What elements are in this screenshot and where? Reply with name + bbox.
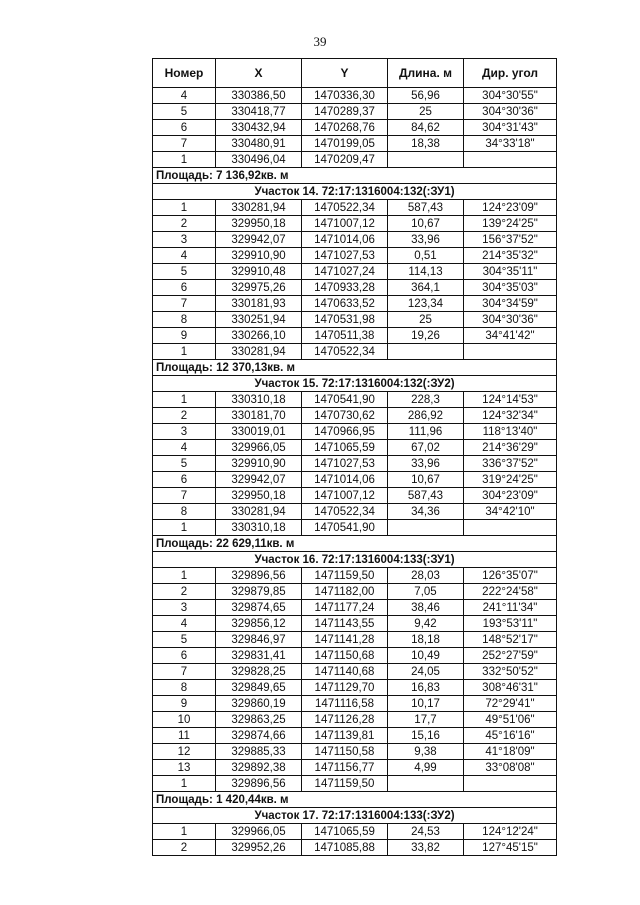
cell-length: 34,36 [388,504,464,520]
cell-x: 329952,26 [216,840,302,856]
cell-length: 9,38 [388,744,464,760]
cell-length: 38,46 [388,600,464,616]
header-number: Номер [153,59,216,88]
cell-y: 1470966,95 [302,424,388,440]
cell-y: 1471129,70 [302,680,388,696]
cell-length: 19,26 [388,328,464,344]
cell-direction-angle: 304°35'03" [464,280,557,296]
table-row [153,680,557,696]
cell-direction-angle: 304°31'43" [464,120,557,136]
cell-number: 1 [153,392,216,408]
table-row [153,712,557,728]
cell-length: 33,96 [388,232,464,248]
cell-length: 10,67 [388,472,464,488]
cell-number: 5 [153,632,216,648]
cell-length: 114,13 [388,264,464,280]
cell-direction-angle: 156°37'52" [464,232,557,248]
cell-direction-angle: 308°46'31" [464,680,557,696]
cell-number: 7 [153,136,216,152]
cell-x: 329966,05 [216,440,302,456]
cell-number: 8 [153,680,216,696]
header-y: Y [302,59,388,88]
table-row [153,824,557,840]
cell-number: 1 [153,152,216,168]
cell-number: 4 [153,248,216,264]
header-length: Длина. м [388,59,464,88]
cell-length: 33,96 [388,456,464,472]
cell-number: 6 [153,648,216,664]
table-header-row [153,59,557,88]
cell-length: 0,51 [388,248,464,264]
cell-x: 329863,25 [216,712,302,728]
cell-y: 1470933,28 [302,280,388,296]
cell-x: 330386,50 [216,88,302,104]
cell-length: 587,43 [388,488,464,504]
area-label: Площадь: 7 136,92кв. м [153,168,557,184]
table-row [153,120,557,136]
table-row [153,488,557,504]
cell-direction-angle: 304°30'36" [464,312,557,328]
cell-x: 330281,94 [216,200,302,216]
header-x: X [216,59,302,88]
table-row [153,328,557,344]
cell-number: 9 [153,328,216,344]
table-row [153,504,557,520]
cell-x: 329831,41 [216,648,302,664]
cell-number: 1 [153,520,216,536]
cell-number: 10 [153,712,216,728]
cell-x: 329966,05 [216,824,302,840]
cell-direction-angle: 126°35'07" [464,568,557,584]
cell-direction-angle: 124°14'53" [464,392,557,408]
cell-length: 111,96 [388,424,464,440]
cell-x: 330432,94 [216,120,302,136]
cell-length: 228,3 [388,392,464,408]
cell-length: 67,02 [388,440,464,456]
cell-direction-angle: 148°52'17" [464,632,557,648]
cell-direction-angle: 304°30'36" [464,104,557,120]
cell-direction-angle [464,520,557,536]
table-row [153,312,557,328]
cell-number: 2 [153,408,216,424]
cell-y: 1471143,55 [302,616,388,632]
table-row [153,744,557,760]
cell-direction-angle: 33°08'08" [464,760,557,776]
table-row [153,344,557,360]
cell-y: 1471140,68 [302,664,388,680]
cell-x: 329950,18 [216,216,302,232]
cell-y: 1471139,81 [302,728,388,744]
cell-y: 1471027,53 [302,456,388,472]
cell-y: 1470541,90 [302,392,388,408]
cell-number: 3 [153,424,216,440]
cell-direction-angle: 127°45'15" [464,840,557,856]
plot-header-row [153,552,557,568]
cell-length: 364,1 [388,280,464,296]
cell-x: 330480,91 [216,136,302,152]
table-row [153,440,557,456]
cell-direction-angle: 304°35'11" [464,264,557,280]
cell-y: 1470522,34 [302,200,388,216]
table-row [153,616,557,632]
table-row [153,520,557,536]
cell-direction-angle: 124°23'09" [464,200,557,216]
table-row [153,200,557,216]
table-row [153,248,557,264]
cell-number: 4 [153,440,216,456]
cell-y: 1470511,38 [302,328,388,344]
cell-y: 1471159,50 [302,776,388,792]
cell-y: 1471116,58 [302,696,388,712]
area-row [153,536,557,552]
cell-y: 1470336,30 [302,88,388,104]
cell-y: 1470531,98 [302,312,388,328]
cell-direction-angle: 241°11'34" [464,600,557,616]
cell-x: 329896,56 [216,776,302,792]
area-label: Площадь: 12 370,13кв. м [153,360,557,376]
cell-number: 4 [153,88,216,104]
table-row [153,408,557,424]
table-row [153,104,557,120]
coordinates-table [152,58,557,856]
table-row [153,728,557,744]
table-row [153,840,557,856]
cell-length: 17,7 [388,712,464,728]
cell-y: 1470199,05 [302,136,388,152]
cell-direction-angle: 34°33'18" [464,136,557,152]
table-row [153,296,557,312]
cell-y: 1471150,58 [302,744,388,760]
cell-x: 329942,07 [216,472,302,488]
cell-x: 329828,25 [216,664,302,680]
cell-x: 329860,19 [216,696,302,712]
table-row [153,136,557,152]
cell-x: 329942,07 [216,232,302,248]
cell-number: 13 [153,760,216,776]
cell-number: 5 [153,456,216,472]
cell-length: 18,18 [388,632,464,648]
cell-number: 9 [153,696,216,712]
cell-y: 1470633,52 [302,296,388,312]
cell-number: 6 [153,120,216,136]
plot-header-row [153,808,557,824]
cell-x: 330418,77 [216,104,302,120]
cell-length: 587,43 [388,200,464,216]
cell-direction-angle: 124°12'24" [464,824,557,840]
cell-length: 33,82 [388,840,464,856]
area-row [153,360,557,376]
cell-direction-angle: 214°36'29" [464,440,557,456]
table-row [153,280,557,296]
cell-x: 329856,12 [216,616,302,632]
table-row [153,568,557,584]
cell-length: 7,05 [388,584,464,600]
cell-direction-angle [464,344,557,360]
cell-x: 330281,94 [216,344,302,360]
plot-title: Участок 16. 72:17:1316004:133(:ЗУ1) [153,552,557,568]
cell-number: 7 [153,664,216,680]
cell-x: 329874,65 [216,600,302,616]
cell-y: 1471156,77 [302,760,388,776]
cell-number: 7 [153,296,216,312]
table-row [153,456,557,472]
cell-x: 329892,38 [216,760,302,776]
cell-length: 25 [388,312,464,328]
cell-y: 1471177,24 [302,600,388,616]
table-row [153,664,557,680]
cell-y: 1471027,53 [302,248,388,264]
cell-length: 4,99 [388,760,464,776]
cell-length: 10,17 [388,696,464,712]
table-row [153,152,557,168]
cell-number: 5 [153,104,216,120]
cell-y: 1470522,34 [302,504,388,520]
cell-x: 329950,18 [216,488,302,504]
cell-number: 8 [153,504,216,520]
cell-x: 329975,26 [216,280,302,296]
cell-number: 2 [153,584,216,600]
cell-x: 329910,48 [216,264,302,280]
cell-length [388,776,464,792]
cell-length: 56,96 [388,88,464,104]
cell-y: 1470730,62 [302,408,388,424]
cell-number: 1 [153,344,216,360]
cell-x: 329846,97 [216,632,302,648]
table-row [153,632,557,648]
cell-x: 330310,18 [216,392,302,408]
cell-number: 1 [153,824,216,840]
cell-direction-angle: 336°37'52" [464,456,557,472]
cell-x: 330266,10 [216,328,302,344]
cell-x: 330181,93 [216,296,302,312]
cell-number: 12 [153,744,216,760]
cell-length: 16,83 [388,680,464,696]
cell-number: 1 [153,568,216,584]
table-row [153,88,557,104]
cell-x: 330310,18 [216,520,302,536]
table-row [153,696,557,712]
cell-direction-angle: 34°41'42" [464,328,557,344]
plot-title: Участок 17. 72:17:1316004:133(:ЗУ2) [153,808,557,824]
table-row [153,584,557,600]
cell-direction-angle: 319°24'25" [464,472,557,488]
cell-number: 5 [153,264,216,280]
cell-number: 6 [153,280,216,296]
cell-direction-angle: 214°35'32" [464,248,557,264]
cell-y: 1471007,12 [302,216,388,232]
cell-length [388,152,464,168]
table-row [153,600,557,616]
cell-number: 2 [153,216,216,232]
cell-number: 8 [153,312,216,328]
table-row [153,424,557,440]
table-row [153,776,557,792]
cell-length: 10,67 [388,216,464,232]
cell-number: 11 [153,728,216,744]
cell-direction-angle: 304°34'59" [464,296,557,312]
cell-x: 329879,85 [216,584,302,600]
cell-length: 286,92 [388,408,464,424]
cell-y: 1470209,47 [302,152,388,168]
cell-direction-angle: 304°23'09" [464,488,557,504]
cell-length: 18,38 [388,136,464,152]
table-row [153,216,557,232]
cell-number: 3 [153,600,216,616]
cell-x: 329874,66 [216,728,302,744]
cell-x: 330181,70 [216,408,302,424]
cell-direction-angle: 124°32'34" [464,408,557,424]
cell-length: 9,42 [388,616,464,632]
cell-direction-angle: 118°13'40" [464,424,557,440]
plot-title: Участок 15. 72:17:1316004:132(:ЗУ2) [153,376,557,392]
cell-y: 1471014,06 [302,232,388,248]
cell-direction-angle: 222°24'58" [464,584,557,600]
cell-x: 329910,90 [216,456,302,472]
header-direction-angle: Дир. угол [464,59,557,88]
plot-header-row [153,376,557,392]
cell-y: 1470268,76 [302,120,388,136]
cell-direction-angle: 332°50'52" [464,664,557,680]
table-row [153,232,557,248]
table-row [153,760,557,776]
cell-length: 24,53 [388,824,464,840]
cell-x: 329910,90 [216,248,302,264]
cell-length: 24,05 [388,664,464,680]
cell-y: 1470522,34 [302,344,388,360]
cell-direction-angle [464,776,557,792]
cell-direction-angle: 304°30'55" [464,88,557,104]
cell-x: 330281,94 [216,504,302,520]
cell-direction-angle: 252°27'59" [464,648,557,664]
cell-y: 1471126,28 [302,712,388,728]
cell-direction-angle: 49°51'06" [464,712,557,728]
cell-y: 1471182,00 [302,584,388,600]
plot-header-row [153,184,557,200]
cell-x: 329849,65 [216,680,302,696]
cell-number: 2 [153,840,216,856]
cell-length [388,344,464,360]
plot-title: Участок 14. 72:17:1316004:132(:ЗУ1) [153,184,557,200]
cell-y: 1470289,37 [302,104,388,120]
cell-y: 1471159,50 [302,568,388,584]
cell-length: 25 [388,104,464,120]
cell-y: 1471007,12 [302,488,388,504]
cell-y: 1471065,59 [302,824,388,840]
cell-length: 28,03 [388,568,464,584]
cell-number: 7 [153,488,216,504]
table-row [153,472,557,488]
area-label: Площадь: 22 629,11кв. м [153,536,557,552]
cell-length: 15,16 [388,728,464,744]
table-row [153,264,557,280]
cell-direction-angle [464,152,557,168]
cell-y: 1471014,06 [302,472,388,488]
cell-number: 1 [153,200,216,216]
cell-number: 1 [153,776,216,792]
cell-x: 330496,04 [216,152,302,168]
cell-number: 4 [153,616,216,632]
cell-x: 330251,94 [216,312,302,328]
cell-direction-angle: 193°53'11" [464,616,557,632]
cell-number: 6 [153,472,216,488]
table-row [153,648,557,664]
cell-length: 84,62 [388,120,464,136]
cell-x: 330019,01 [216,424,302,440]
area-row [153,168,557,184]
cell-direction-angle: 45°16'16" [464,728,557,744]
cell-length [388,520,464,536]
page-number: 39 [313,34,327,49]
cell-number: 3 [153,232,216,248]
cell-y: 1471150,68 [302,648,388,664]
cell-direction-angle: 139°24'25" [464,216,557,232]
cell-direction-angle: 34°42'10" [464,504,557,520]
cell-x: 329885,33 [216,744,302,760]
area-row [153,792,557,808]
cell-y: 1471027,24 [302,264,388,280]
cell-y: 1471085,88 [302,840,388,856]
cell-length: 123,34 [388,296,464,312]
table-row [153,392,557,408]
cell-x: 329896,56 [216,568,302,584]
cell-y: 1471141,28 [302,632,388,648]
cell-direction-angle: 41°18'09" [464,744,557,760]
cell-y: 1471065,59 [302,440,388,456]
cell-length: 10,49 [388,648,464,664]
area-label: Площадь: 1 420,44кв. м [153,792,557,808]
cell-y: 1470541,90 [302,520,388,536]
cell-direction-angle: 72°29'41" [464,696,557,712]
table-body [153,88,557,856]
